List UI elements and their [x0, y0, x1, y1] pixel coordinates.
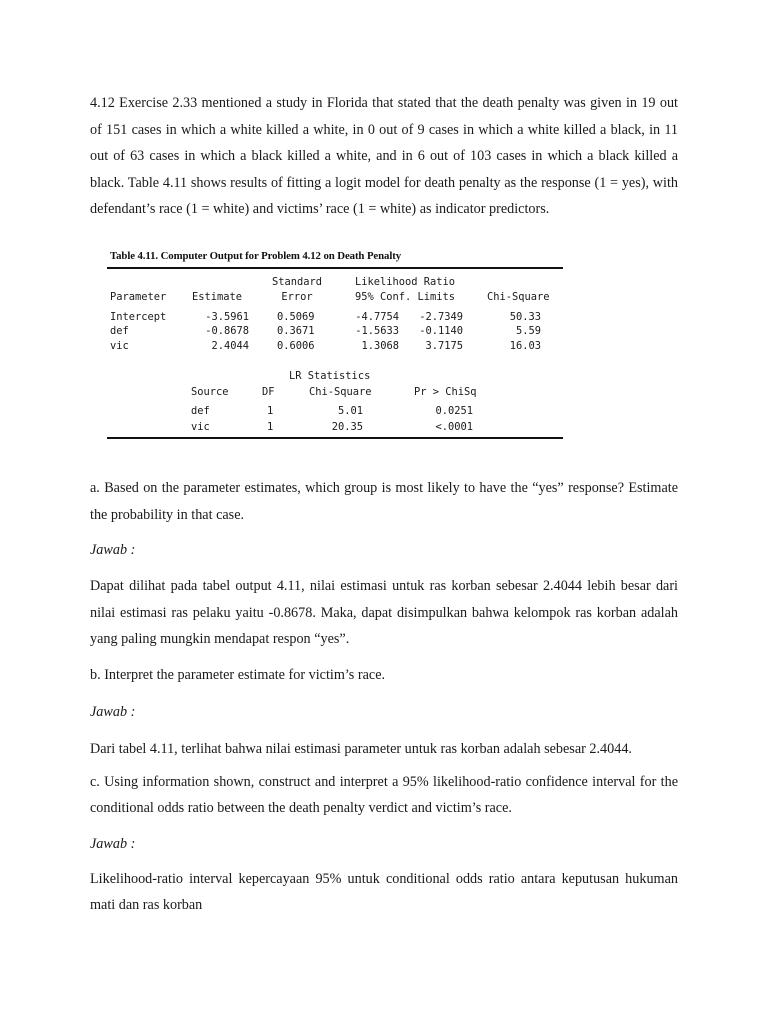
cell-chisq: 16.03	[509, 340, 541, 352]
cell-lower: -4.7754	[355, 311, 399, 323]
cell-parameter: def	[110, 325, 129, 337]
lr-stats-title: LR Statistics	[289, 370, 371, 382]
question-a: a. Based on the parameter estimates, which group is most likely to have the “yes” response? Estimate the probability in that case.	[90, 480, 678, 523]
cell-lower: 1.3068	[361, 340, 399, 352]
table-top-rule	[107, 267, 563, 269]
question-a-section	[90, 475, 678, 919]
cell-se: 0.3671	[277, 325, 315, 337]
lr-cell-chisq: 5.01	[337, 405, 363, 417]
problem-intro	[90, 90, 678, 223]
header-chisq: Chi-Square	[487, 291, 550, 303]
cell-parameter: vic	[110, 340, 129, 352]
lr-cell-p: 0.0251	[435, 405, 473, 417]
intro-paragraph: 4.12 Exercise 2.33 mentioned a study in Florida that stated that the death penalty was given in 19 out of 151 cases in which a white killed a white, in 0 out of 9 cases in which a white killed a black, in 11 out of 63 cases in which a black killed a white, and in 6 out of 103 cases in which a black killed a black. Table 4.11 shows results of fitting a logit model for death penalty as the response (1 = yes), with defendant’s race (1 = white) and victims’ race (1 = white) as indicator predictors.	[90, 95, 678, 217]
lr-header-df: DF	[262, 386, 275, 398]
header-lr-line2: 95% Conf. Limits	[354, 291, 456, 303]
header-parameter: Parameter	[110, 291, 167, 303]
lr-cell-df: 1	[267, 405, 274, 417]
lr-cell-p: <.0001	[435, 421, 473, 433]
cell-upper: -0.1140	[419, 325, 463, 337]
cell-upper: -2.7349	[419, 311, 463, 323]
table-4-11	[107, 247, 563, 439]
jawab-a-label: Jawab :	[90, 542, 136, 558]
answer-a: Dapat dilihat pada tabel output 4.11, nilai estimasi untuk ras korban sebesar 2.4044 lebih besar dari nilai estimasi ras pelaku yaitu -0.8678. Maka, dapat disimpulkan bahwa kelompok ras korban adalah yang paling mungkin mendapat respon “yes”.	[90, 578, 678, 647]
question-b: b. Interpret the parameter estimate for victim’s race.	[90, 666, 386, 683]
cell-estimate: 2.4044	[211, 340, 249, 352]
cell-se: 0.6006	[277, 340, 315, 352]
answer-b: Dari tabel 4.11, terlihat bahwa nilai estimasi parameter untuk ras korban adalah sebesar 2.4044.	[90, 740, 632, 757]
lr-cell-chisq: 20.35	[331, 421, 363, 433]
header-estimate: Estimate	[192, 291, 243, 303]
cell-lower: -1.5633	[355, 325, 399, 337]
cell-upper: 3.7175	[425, 340, 463, 352]
lr-header-source: Source	[191, 386, 229, 398]
header-lr-line1: Likelihood Ratio	[354, 276, 456, 288]
lr-cell-source: vic	[191, 421, 210, 433]
lr-header-p: Pr > ChiSq	[414, 386, 477, 398]
cell-estimate: -3.5961	[205, 311, 249, 323]
header-se-line2: Error	[281, 291, 313, 303]
question-c: c. Using information shown, construct and interpret a 95% likelihood-ratio confidence interval for the conditional odds ratio between the death penalty verdict and victim’s race.	[90, 773, 678, 816]
jawab-b-label: Jawab :	[90, 703, 136, 720]
cell-se: 0.5069	[277, 311, 315, 323]
cell-chisq: 5.59	[515, 325, 541, 337]
lr-header-chisq: Chi-Square	[309, 386, 372, 398]
lr-cell-df: 1	[267, 421, 274, 433]
header-se-line1: Standard	[271, 276, 323, 288]
answer-c: Likelihood-ratio interval kepercayaan 95% untuk conditional odds ratio antara keputusan hukuman mati dan ras korban	[90, 870, 678, 913]
cell-estimate: -0.8678	[205, 325, 249, 337]
lr-cell-source: def	[191, 405, 210, 417]
table-title: Table 4.11. Computer Output for Problem 4.12 on Death Penalty	[110, 250, 402, 262]
cell-chisq: 50.33	[509, 311, 541, 323]
table-bottom-rule	[107, 437, 563, 439]
jawab-c-label: Jawab :	[90, 835, 136, 852]
cell-parameter: Intercept	[110, 311, 167, 323]
